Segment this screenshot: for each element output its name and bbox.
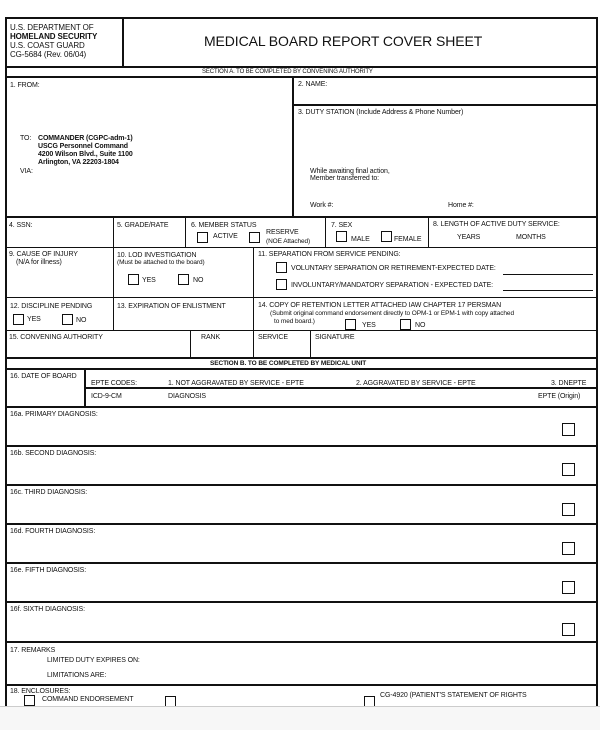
via-label: VIA: bbox=[20, 168, 33, 175]
convening-authority-field[interactable] bbox=[5, 330, 191, 358]
limited-duty-label: LIMITED DUTY EXPIRES ON: bbox=[47, 657, 140, 664]
diagnosis-label: 16d. FOURTH DIAGNOSIS: bbox=[10, 528, 96, 535]
months-label: MONTHS bbox=[516, 234, 546, 241]
icd-label: ICD-9-CM bbox=[91, 393, 122, 400]
agency-line: U.S. DEPARTMENT OF bbox=[10, 23, 94, 32]
retention-yes-label: YES bbox=[362, 322, 376, 329]
discipline-yes-checkbox[interactable] bbox=[13, 314, 24, 325]
duty-station-label: 3. DUTY STATION (Include Address & Phone Number) bbox=[298, 109, 464, 116]
epte-checkbox[interactable] bbox=[562, 423, 575, 436]
enclosures-label: 18. ENCLOSURES: bbox=[10, 688, 71, 695]
rank-label: RANK bbox=[201, 334, 221, 341]
involuntary-date-line[interactable] bbox=[503, 290, 593, 291]
reserve-checkbox[interactable] bbox=[249, 232, 260, 243]
member-status-field bbox=[185, 217, 326, 248]
retention-sub: to med board.) bbox=[274, 318, 315, 325]
enlistment-label: 13. EXPIRATION OF ENLISTMENT bbox=[117, 303, 226, 310]
epte-checkbox[interactable] bbox=[562, 503, 575, 516]
convening-label: 15. CONVENING AUTHORITY bbox=[9, 334, 103, 341]
cause-of-injury-field[interactable] bbox=[5, 247, 114, 298]
involuntary-checkbox[interactable] bbox=[276, 279, 287, 290]
retention-field bbox=[253, 297, 598, 331]
grade-field[interactable] bbox=[113, 217, 186, 248]
remarks-field[interactable] bbox=[5, 641, 598, 686]
diagnosis-row[interactable] bbox=[5, 445, 598, 486]
epte-checkbox[interactable] bbox=[562, 463, 575, 476]
page-title: MEDICAL BOARD REPORT COVER SHEET bbox=[204, 33, 483, 49]
retention-no-checkbox[interactable] bbox=[400, 319, 411, 330]
agency-line: HOMELAND SECURITY bbox=[10, 32, 98, 41]
female-label: FEMALE bbox=[394, 236, 422, 243]
active-label: ACTIVE bbox=[213, 233, 238, 240]
voluntary-checkbox[interactable] bbox=[276, 262, 287, 273]
service-field[interactable] bbox=[253, 330, 311, 358]
agency-line: U.S. COAST GUARD bbox=[10, 41, 85, 50]
voluntary-label: VOLUNTARY SEPARATION OR RETIREMENT-EXPECTED DATE: bbox=[291, 265, 496, 272]
name-field[interactable] bbox=[292, 76, 598, 106]
date-of-board-field[interactable] bbox=[5, 368, 86, 408]
command-endorsement-label: COMMAND ENDORSEMENT bbox=[42, 696, 134, 703]
active-checkbox[interactable] bbox=[197, 232, 208, 243]
length-label: 8. LENGTH OF ACTIVE DUTY SERVICE: bbox=[433, 221, 560, 228]
ssn-field[interactable] bbox=[5, 217, 114, 248]
lod-yes-checkbox[interactable] bbox=[128, 274, 139, 285]
to-address: Arlington, VA 22203-1804 bbox=[38, 159, 119, 166]
epte-code-1: 1. NOT AGGRAVATED BY SERVICE - EPTE bbox=[168, 380, 304, 387]
years-label: YEARS bbox=[457, 234, 481, 241]
icd-row bbox=[84, 387, 598, 408]
discipline-field bbox=[5, 297, 114, 331]
agency-box bbox=[5, 17, 124, 68]
service-label: SERVICE bbox=[258, 334, 288, 341]
epte-code-2: 2. AGGRAVATED BY SERVICE - EPTE bbox=[356, 380, 476, 387]
diagnosis-row[interactable] bbox=[5, 406, 598, 447]
transferred-label: Member transferred to: bbox=[310, 175, 379, 182]
epte-checkbox[interactable] bbox=[562, 623, 575, 636]
limitations-label: LIMITATIONS ARE: bbox=[47, 672, 107, 679]
to-address: 4200 Wilson Blvd., Suite 1100 bbox=[38, 151, 133, 158]
male-label: MALE bbox=[351, 236, 370, 243]
remarks-label: 17. REMARKS bbox=[10, 647, 56, 654]
enclosures-field bbox=[5, 684, 598, 706]
diagnosis-label: 16e. FIFTH DIAGNOSIS: bbox=[10, 567, 87, 574]
retention-label: 14. COPY OF RETENTION LETTER ATTACHED IAW CHAPTER 17 PERSMAN bbox=[258, 302, 502, 309]
injury-sub: (N/A for illness) bbox=[16, 259, 62, 266]
diagnosis-row[interactable] bbox=[5, 523, 598, 564]
diagnosis-label: 16a. PRIMARY DIAGNOSIS: bbox=[10, 411, 98, 418]
section-a-title: SECTION A. TO BE COMPLETED BY CONVENING AUTHORITY bbox=[202, 69, 373, 75]
signature-label: SIGNATURE bbox=[315, 334, 355, 341]
length-of-service-field[interactable] bbox=[428, 217, 598, 248]
epte-code-3: 3. DNEPTE bbox=[551, 380, 587, 387]
from-field[interactable] bbox=[5, 76, 294, 218]
to-label: TO: bbox=[20, 135, 32, 142]
discipline-yes-label: YES bbox=[27, 316, 41, 323]
diagnosis-row[interactable] bbox=[5, 484, 598, 525]
work-phone-label: Work #: bbox=[310, 202, 334, 209]
epte-origin-label: EPTE (Origin) bbox=[538, 393, 581, 400]
lod-yes-label: YES bbox=[142, 277, 156, 284]
diagnosis-row[interactable] bbox=[5, 601, 598, 643]
page-footer-bar bbox=[0, 706, 600, 730]
date-of-board-label: 16. DATE OF BOARD bbox=[10, 373, 77, 380]
lod-label: 10. LOD INVESTIGATION bbox=[117, 252, 197, 259]
duty-station-field[interactable] bbox=[292, 104, 598, 218]
lod-no-label: NO bbox=[193, 277, 204, 284]
from-label: 1. FROM: bbox=[10, 82, 40, 89]
to-address: COMMANDER (CGPC-adm-1) bbox=[38, 135, 133, 142]
female-checkbox[interactable] bbox=[381, 231, 392, 242]
reserve-label: RESERVE bbox=[266, 229, 299, 236]
member-status-label: 6. MEMBER STATUS bbox=[191, 222, 257, 229]
cg4920-label: CG-4920 (PATIENT'S STATEMENT OF RIGHTS bbox=[380, 692, 527, 699]
enclosure-checkbox[interactable] bbox=[165, 696, 176, 706]
epte-codes-row bbox=[84, 368, 598, 389]
home-phone-label: Home #: bbox=[448, 202, 474, 209]
involuntary-label: INVOLUNTARY/MANDATORY SEPARATION - EXPECTED DATE: bbox=[291, 282, 494, 289]
noe-label: (NOE Attached) bbox=[266, 238, 311, 245]
cg4920-checkbox[interactable] bbox=[364, 696, 375, 706]
sex-field bbox=[325, 217, 429, 248]
enlistment-field[interactable] bbox=[113, 297, 254, 331]
discipline-label: 12. DISCIPLINE PENDING bbox=[10, 303, 93, 310]
command-endorsement-checkbox[interactable] bbox=[24, 695, 35, 706]
diagnosis-label: 16b. SECOND DIAGNOSIS: bbox=[10, 450, 97, 457]
epte-codes-label: EPTE CODES: bbox=[91, 380, 137, 387]
retention-yes-checkbox[interactable] bbox=[345, 319, 356, 330]
epte-checkbox[interactable] bbox=[562, 542, 575, 555]
discipline-no-checkbox[interactable] bbox=[62, 314, 73, 325]
diagnosis-label: 16c. THIRD DIAGNOSIS: bbox=[10, 489, 88, 496]
form-number: CG-5684 (Rev. 06/04) bbox=[10, 50, 87, 59]
section-b-title: SECTION B. TO BE COMPLETED BY MEDICAL UNIT bbox=[210, 360, 367, 367]
signature-field[interactable] bbox=[310, 330, 598, 358]
lod-sub: (Must be attached to the board) bbox=[117, 259, 205, 266]
lod-no-checkbox[interactable] bbox=[178, 274, 189, 285]
lod-field bbox=[113, 247, 254, 298]
separation-label: 11. SEPARATION FROM SERVICE PENDING: bbox=[258, 251, 401, 258]
to-address: USCG Personnel Command bbox=[38, 143, 128, 150]
diagnosis-label: DIAGNOSIS bbox=[168, 393, 206, 400]
diagnosis-row[interactable] bbox=[5, 562, 598, 603]
sex-label: 7. SEX bbox=[331, 222, 353, 229]
rank-field[interactable] bbox=[190, 330, 254, 358]
male-checkbox[interactable] bbox=[336, 231, 347, 242]
title-box bbox=[122, 17, 598, 68]
name-label: 2. NAME: bbox=[298, 81, 328, 88]
voluntary-date-line[interactable] bbox=[503, 274, 593, 275]
discipline-no-label: NO bbox=[76, 317, 87, 324]
ssn-label: 4. SSN: bbox=[9, 222, 33, 229]
diagnosis-label: 16f. SIXTH DIAGNOSIS: bbox=[10, 606, 85, 613]
grade-label: 5. GRADE/RATE bbox=[117, 222, 169, 229]
epte-checkbox[interactable] bbox=[562, 581, 575, 594]
awaiting-label: While awaiting final action, bbox=[310, 168, 390, 175]
retention-no-label: NO bbox=[415, 322, 426, 329]
retention-sub: (Submit original command endorsement directly to OPM-1 or EPM-1 with copy attached bbox=[270, 310, 514, 317]
injury-label: 9. CAUSE OF INJURY bbox=[9, 251, 78, 258]
separation-field bbox=[253, 247, 598, 298]
